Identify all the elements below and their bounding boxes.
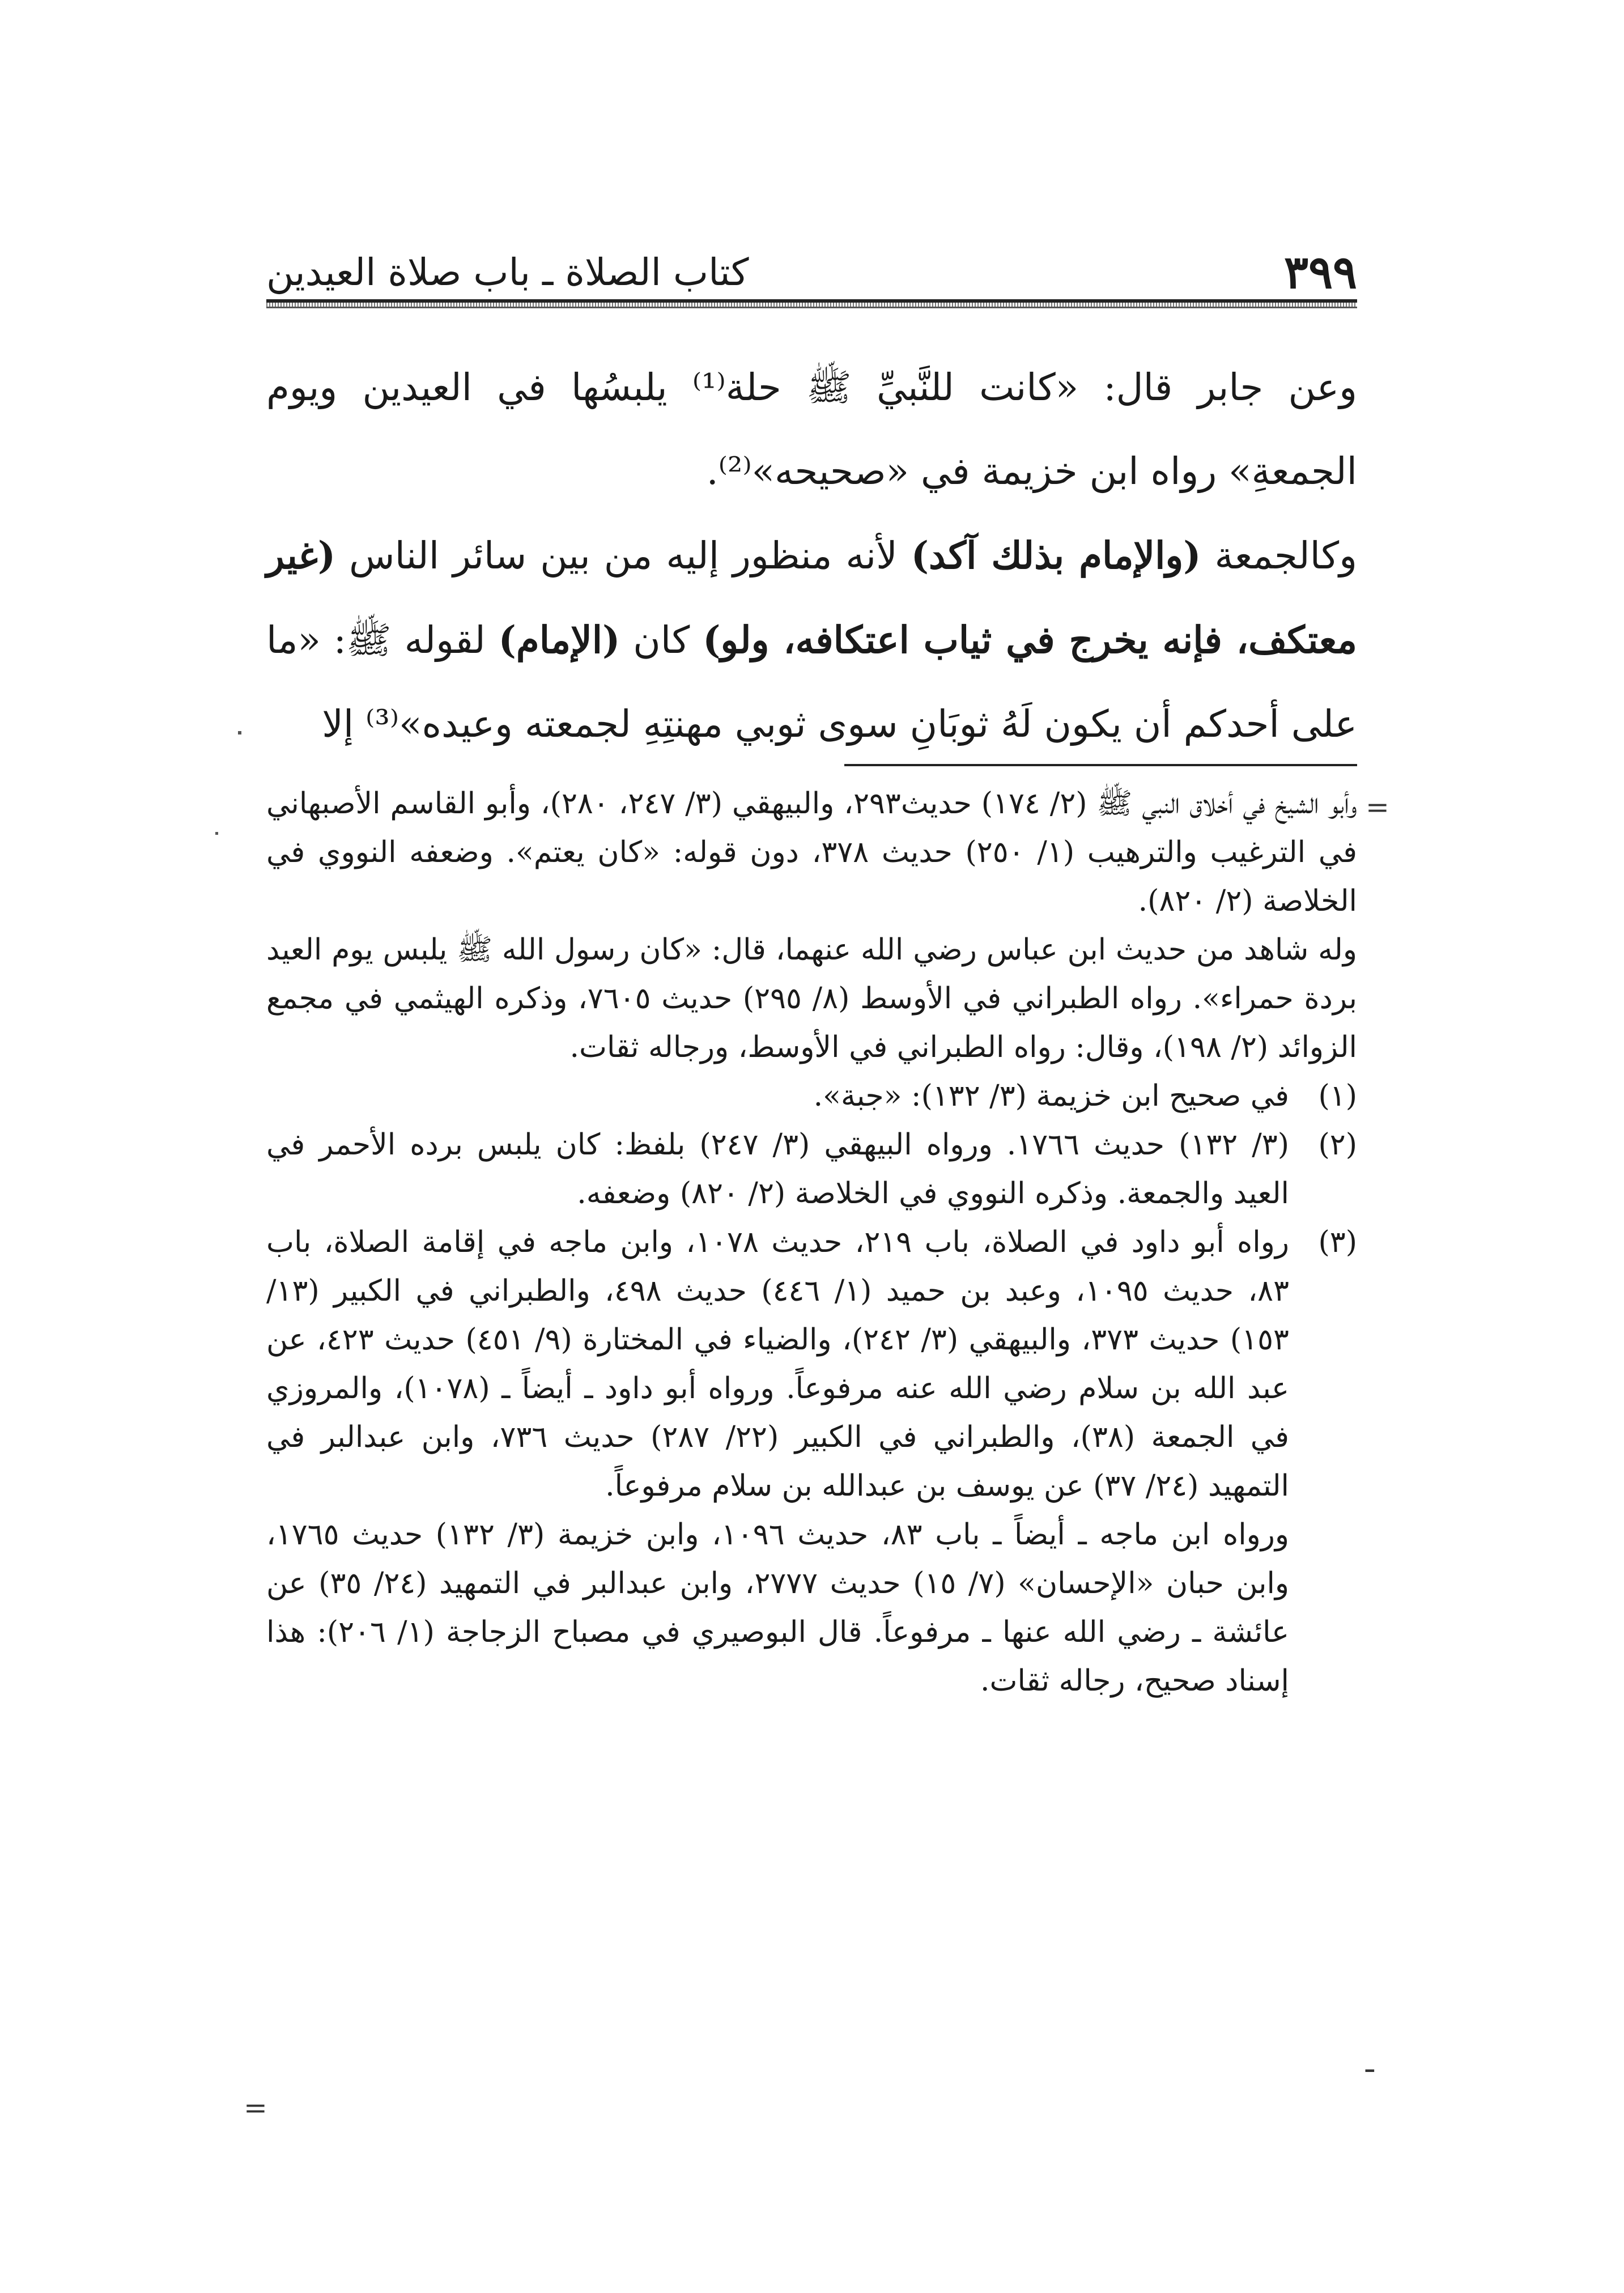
- paragraph-imam: [266, 513, 1357, 766]
- footnote-number: (٢): [1318, 1128, 1357, 1162]
- footnote-2: [266, 1120, 1357, 1218]
- footnote-separator: [844, 764, 1357, 766]
- header-rule: [266, 299, 1357, 308]
- text-run: لقوله ﷺ: «ما على أحدكم أن يكون لَهُ ثوبَانِ سوى ثوبي مهنتِهِ لجمعته وعيده»⁽³⁾ إلا: [266, 618, 1357, 746]
- footnote-continuation: وأبو الشيخ في أخلاق النبي ﷺ (٢/ ١٧٤) حديث٢٩٣، والبيهقي (٣/ ٢٤٧، ٢٨٠)، وأبو القاسم الأصبهاني في الترغيب والترهيب (١/ ٢٥٠) حديث ٣٧٨، دون قوله: «كان يعتم». وضعفه النووي في الخلاصة (٢/ ٨٢٠).: [266, 787, 1358, 918]
- text-run: لأنه منظور إليه من بين سائر الناس: [335, 534, 911, 578]
- footnote-continuation-shahid: وله شاهد من حديث ابن عباس رضي الله عنهما، قال: «كان رسول الله ﷺ يلبس يوم العيد بردة حمراء». رواه الطبراني في الأوسط (٨/ ٢٩٥) حديث ٧٦٠٥، وذكره الهيثمي في مجمع الزوائد (٢/ ١٩٨)، وقال: رواه الطبراني في الأوسط، ورجاله ثقات.: [266, 933, 1357, 1064]
- matn-phrase-1: (والإمام بذلك آكد): [911, 533, 1201, 578]
- footnotes: [266, 779, 1357, 1705]
- footnote-3-continued: [266, 1510, 1357, 1705]
- continuation-mark-end: =: [244, 2091, 267, 2124]
- text-run: وكالجمعة: [1201, 534, 1357, 578]
- text-run: كان: [620, 618, 703, 662]
- footnote-text: في صحيح ابن خزيمة (٣/ ١٣٢): «جبة».: [813, 1079, 1289, 1113]
- footnote-text: ورواه ابن ماجه ـ أيضاً ـ باب ٨٣، حديث ١٠٩٦، وابن خزيمة (٣/ ١٣٢) حديث ١٧٦٥، وابن حبان «الإحسان» (٧/ ١٥) حديث ٢٧٧٧، وابن عبدالبر في التمهيد (٢٤/ ٣٥) عن عائشة ـ رضي الله عنها ـ مرفوعاً. قال البوصيري في مصباح الزجاجة (١/ ٢٠٦): هذا إسناد صحيح، رجاله ثقات.: [266, 1518, 1290, 1698]
- scan-speck: [238, 731, 241, 734]
- matn-phrase-3: (الإمام): [498, 618, 620, 662]
- page-number: ٣٩٩: [1284, 245, 1357, 299]
- running-header: [266, 227, 1357, 299]
- continuation-dash: ـ: [1366, 2046, 1374, 2079]
- footnote-text: رواه أبو داود في الصلاة، باب ٢١٩، حديث ١٠٧٨، وابن ماجه في إقامة الصلاة، باب ٨٣، حديث ١٠٩٥، وعبد بن حميد (١/ ٤٤٦) حديث ٤٩٨، والطبراني في الكبير (١٣/ ١٥٣) حديث ٣٧٣، والبيهقي (٣/ ٢٤٢)، والضياء في المختارة (٩/ ٤٥١) حديث ٤٢٣، عن عبد الله بن سلام رضي الله عنه مرفوعاً. ورواه أبو داود ـ أيضاً ـ (١٠٧٨)، والمروزي في الجمعة (٣٨)، والطبراني في الكبير (٢٢/ ٢٨٧) حديث ٧٣٦، وابن عبدالبر في التمهيد (٢٤/ ٣٧) عن يوسف بن عبدالله بن سلام مرفوعاً.: [266, 1225, 1289, 1503]
- footnote-1: [266, 1072, 1357, 1120]
- footnote-3: [266, 1218, 1357, 1510]
- matn-phrase-2: (غير معتكف، فإنه يخرج في ثياب اعتكافه، ولو): [266, 533, 1357, 662]
- footnote-indent: [1289, 1510, 1357, 1705]
- footnote-text: (٣/ ١٣٢) حديث ١٧٦٦. ورواه البيهقي (٣/ ٢٤٧) بلفظ: كان يلبس برده الأحمر في العيد والجمعة. وذكره النووي في الخلاصة (٢/ ٨٢٠) وضعفه.: [266, 1128, 1290, 1211]
- footnote-number: (٣): [1318, 1225, 1357, 1259]
- footnote-number: (١): [1318, 1079, 1357, 1113]
- paragraph-jabir-hadith: وعن جابر قال: «كانت للنَّبيِّ ﷺ حلة⁽¹⁾ يلبسُها في العيدين ويوم الجمعةِ» رواه ابن خزيمة في «صحيحه»⁽²⁾.: [266, 366, 1358, 493]
- chapter-title: كتاب الصلاة ـ باب صلاة العيدين: [266, 250, 749, 294]
- scan-speck: [215, 832, 218, 835]
- main-text: [266, 346, 1357, 766]
- continuation-mark: =: [1366, 791, 1389, 823]
